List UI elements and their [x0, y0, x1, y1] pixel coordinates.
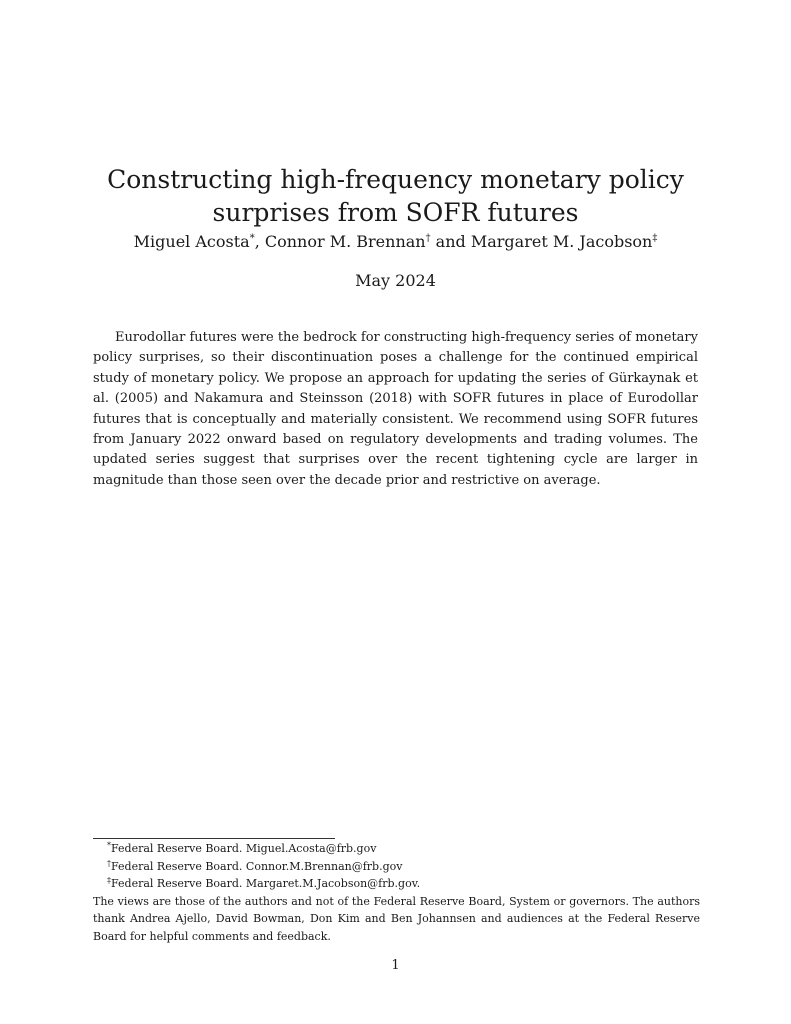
author-footnote-mark: *: [249, 233, 255, 244]
author-footnote-mark: ‡: [652, 233, 658, 244]
author-name: Miguel Acosta: [133, 232, 250, 251]
paper-title: Constructing high-frequency monetary policy surprises from SOFR futures: [107, 164, 684, 227]
footnote-text: Federal Reserve Board. Connor.M.Brennan@frb.gov: [111, 859, 403, 873]
footnote-text: Federal Reserve Board. Margaret.M.Jacobson@frb.gov.: [111, 877, 421, 890]
author-footnote-mark: †: [425, 233, 431, 244]
footnote-divider: [93, 838, 335, 839]
footnotes: [93, 840, 700, 945]
acknowledgment-note: The views are those of the authors and not of the Federal Reserve Board, System or governors. The authors thank Andrea Ajello, David Bowman, Don Kim and Ben Johannsen and audiences at the Federal Reserve Board for helpful comments and feedback.: [93, 894, 700, 943]
publication-date: May 2024: [355, 271, 436, 290]
footnote: [93, 840, 700, 858]
author-list: [60, 231, 731, 253]
abstract: Eurodollar futures were the bedrock for constructing high-frequency series of monetary policy surprises, so their discontinuation poses a challenge for the continued empirical study of monetary policy. We propose an approach for updating the series of Gürkaynak et al. (2005) and Nakamura and Steinsson (2018) with SOFR futures in place of Eurodollar futures that is conceptually and materially consistent. We recommend using SOFR futures from January 2022 onward based on regulatory developments and trading volumes. The updated series suggest that surprises over the recent tightening cycle are larger in magnitude than those seen over the decade prior and restrictive on average.: [93, 330, 698, 488]
author-separator: ,: [254, 232, 265, 251]
footnote-mark: *: [107, 841, 111, 850]
footnote: [93, 858, 700, 876]
author-name: Connor M. Brennan: [264, 232, 426, 251]
page-number: 1: [391, 958, 400, 973]
footnote-text: Federal Reserve Board. Miguel.Acosta@frb.gov: [111, 842, 377, 855]
footnote-mark: ‡: [107, 876, 111, 885]
author-name: Margaret M. Jacobson: [470, 232, 653, 251]
footnote-mark: †: [107, 858, 111, 868]
footnote: [93, 875, 700, 893]
author-separator: and: [430, 232, 471, 251]
